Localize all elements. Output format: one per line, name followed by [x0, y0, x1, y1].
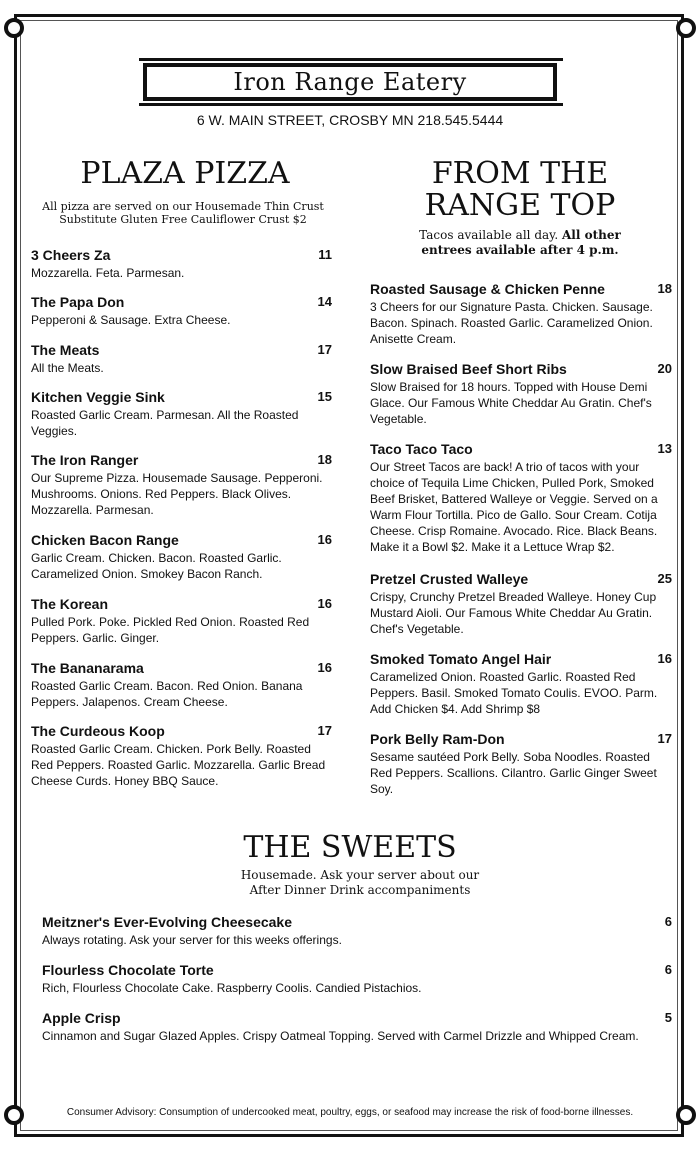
menu-item	[370, 281, 672, 347]
item-price: 6	[664, 962, 672, 977]
item-price: 6	[664, 914, 672, 929]
item-price: 16	[317, 596, 332, 611]
range-note-text: Tacos available all day.	[419, 228, 562, 242]
item-description: Sesame sautéed Pork Belly. Soba Noodles. Roasted Red Peppers. Scallions. Cilantro. Garlic Ginger Sweet Soy.	[370, 750, 657, 796]
item-price: 13	[657, 441, 672, 456]
item-description: Our Street Tacos are back! A trio of tacos with your choice of Tequila Lime Chicken, Pulled Pork, Smoked Beef Brisket, Battered Walleye or Veggie. Served on a Warm Flour Tortilla. Pico de Gallo. Sour Cream. Cotija Cheese. Crisp Romaine. Avocado. Rice. Black Beans. Make it a Bowl $2. Make it a Lettuce Wrap $2.	[370, 460, 658, 554]
item-name: Smoked Tomato Angel Hair	[370, 651, 552, 667]
corner-ornament-icon	[4, 18, 24, 38]
item-description: Mozzarella. Feta. Parmesan.	[31, 266, 185, 280]
menu-item	[31, 532, 332, 582]
range-note-bold: entrees available after 4 p.m.	[421, 243, 619, 257]
item-description: Always rotating. Ask your server for this weeks offerings.	[42, 933, 342, 947]
menu-item	[370, 441, 672, 555]
menu-item	[31, 596, 332, 646]
item-price: 14	[317, 294, 332, 309]
item-description: Roasted Garlic Cream. Chicken. Pork Belly. Roasted Red Peppers. Roasted Garlic. Mozzarella. Garlic Bread Cheese Curds. Honey BBQ Sauce.	[31, 742, 326, 788]
pizza-note-line: All pizza are served on our Housemade Thin Crust	[42, 200, 324, 213]
item-price: 17	[657, 731, 672, 746]
item-name: Pretzel Crusted Walleye	[370, 571, 529, 587]
section-title-line: RANGE TOP	[424, 188, 616, 223]
item-description: Garlic Cream. Chicken. Bacon. Roasted Garlic. Caramelized Onion. Smokey Bacon Ranch.	[31, 551, 282, 581]
item-name: Pork Belly Ram-Don	[370, 731, 505, 747]
menu-item	[31, 660, 332, 710]
restaurant-address: 6 W. MAIN STREET, CROSBY MN 218.545.5444	[196, 112, 504, 128]
item-price: 15	[317, 389, 332, 404]
section-title-pizza: PLAZA PIZZA	[80, 156, 290, 191]
range-note	[370, 228, 670, 258]
item-name: Meitzner's Ever-Evolving Cheesecake	[42, 914, 292, 930]
item-name: The Curdeous Koop	[31, 723, 165, 739]
menu-item	[31, 723, 332, 789]
item-description: Pulled Pork. Poke. Pickled Red Onion. Roasted Red Peppers. Garlic. Ginger.	[31, 615, 310, 645]
item-description: Roasted Garlic Cream. Bacon. Red Onion. Banana Peppers. Jalapenos. Cream Cheese.	[31, 679, 303, 709]
menu-item	[370, 651, 672, 717]
item-name: The Bananarama	[31, 660, 144, 676]
item-price: 16	[317, 532, 332, 547]
item-description: Cinnamon and Sugar Glazed Apples. Crispy Oatmeal Topping. Served with Carmel Drizzle and Whipped Cream.	[42, 1029, 639, 1043]
item-price: 5	[664, 1010, 672, 1025]
menu-item	[31, 452, 332, 518]
pizza-note	[18, 200, 348, 226]
item-price: 18	[657, 281, 672, 296]
section-title-sweets: THE SWEETS	[243, 830, 457, 865]
item-name: Apple Crisp	[42, 1010, 121, 1026]
item-name: Kitchen Veggie Sink	[31, 389, 165, 405]
menu-item	[42, 1010, 672, 1044]
item-description: All the Meats.	[31, 361, 104, 375]
item-price: 18	[317, 452, 332, 467]
item-description: Pepperoni & Sausage. Extra Cheese.	[31, 313, 231, 327]
menu-item	[42, 962, 672, 996]
menu-item	[42, 914, 672, 948]
item-description: Slow Braised for 18 hours. Topped with House Demi Glace. Our Famous White Cheddar Au Gratin. Chef's Vegetable.	[370, 380, 652, 426]
sweets-note	[0, 868, 700, 898]
corner-ornament-icon	[676, 18, 696, 38]
item-name: Flourless Chocolate Torte	[42, 962, 214, 978]
sweets-note-line: After Dinner Drink accompaniments	[249, 883, 471, 897]
menu-item	[370, 731, 672, 797]
menu-item	[31, 342, 332, 376]
item-description: Roasted Garlic Cream. Parmesan. All the Roasted Veggies.	[31, 408, 299, 438]
title-banner	[143, 63, 557, 101]
item-price: 25	[657, 571, 672, 586]
menu-item	[31, 389, 332, 439]
menu-item	[31, 247, 332, 281]
section-title-range	[370, 158, 670, 222]
pizza-note-line: Substitute Gluten Free Cauliflower Crust $2	[59, 213, 307, 226]
range-note-bold: All other	[561, 228, 621, 242]
item-price: 17	[317, 342, 332, 357]
item-name: 3 Cheers Za	[31, 247, 111, 263]
item-description: Caramelized Onion. Roasted Garlic. Roasted Red Peppers. Basil. Smoked Tomato Coulis. EVOO. Parm. Add Chicken $4. Add Shrimp $8	[370, 670, 658, 716]
menu-item	[370, 571, 672, 637]
item-price: 16	[657, 651, 672, 666]
item-name: Roasted Sausage & Chicken Penne	[370, 281, 605, 297]
sweets-note-line: Housemade. Ask your server about our	[240, 868, 480, 882]
item-price: 17	[317, 723, 332, 738]
menu-item	[370, 361, 672, 427]
menu-item	[31, 294, 332, 328]
item-price: 11	[318, 247, 332, 262]
consumer-advisory: Consumer Advisory: Consumption of undercooked meat, poultry, eggs, or seafood may increase the risk of food-borne illnesses.	[66, 1107, 634, 1118]
item-name: Slow Braised Beef Short Ribs	[370, 361, 567, 377]
item-name: Taco Taco Taco	[370, 441, 473, 457]
section-title-line: FROM THE	[431, 156, 609, 191]
item-description: Rich, Flourless Chocolate Cake. Raspberry Coolis. Candied Pistachios.	[42, 981, 422, 995]
item-price: 16	[317, 660, 332, 675]
item-name: The Korean	[31, 596, 109, 612]
restaurant-name: Iron Range Eatery	[233, 68, 467, 96]
item-description: Crispy, Crunchy Pretzel Breaded Walleye. Honey Cup Mustard Aioli. Our Famous White Cheddar Au Gratin. Chef's Vegetable.	[370, 590, 657, 636]
item-name: The Meats	[31, 342, 100, 358]
item-price: 20	[657, 361, 672, 376]
item-name: Chicken Bacon Range	[31, 532, 179, 548]
item-name: The Papa Don	[31, 294, 125, 310]
item-description: Our Supreme Pizza. Housemade Sausage. Pepperoni. Mushrooms. Onions. Red Peppers. Black Olives. Mozzarella. Parmesan.	[31, 471, 323, 517]
item-description: 3 Cheers for our Signature Pasta. Chicken. Sausage. Bacon. Spinach. Roasted Garlic. Caramelized Onion. Anisette Cream.	[370, 300, 653, 346]
item-name: The Iron Ranger	[31, 452, 139, 468]
